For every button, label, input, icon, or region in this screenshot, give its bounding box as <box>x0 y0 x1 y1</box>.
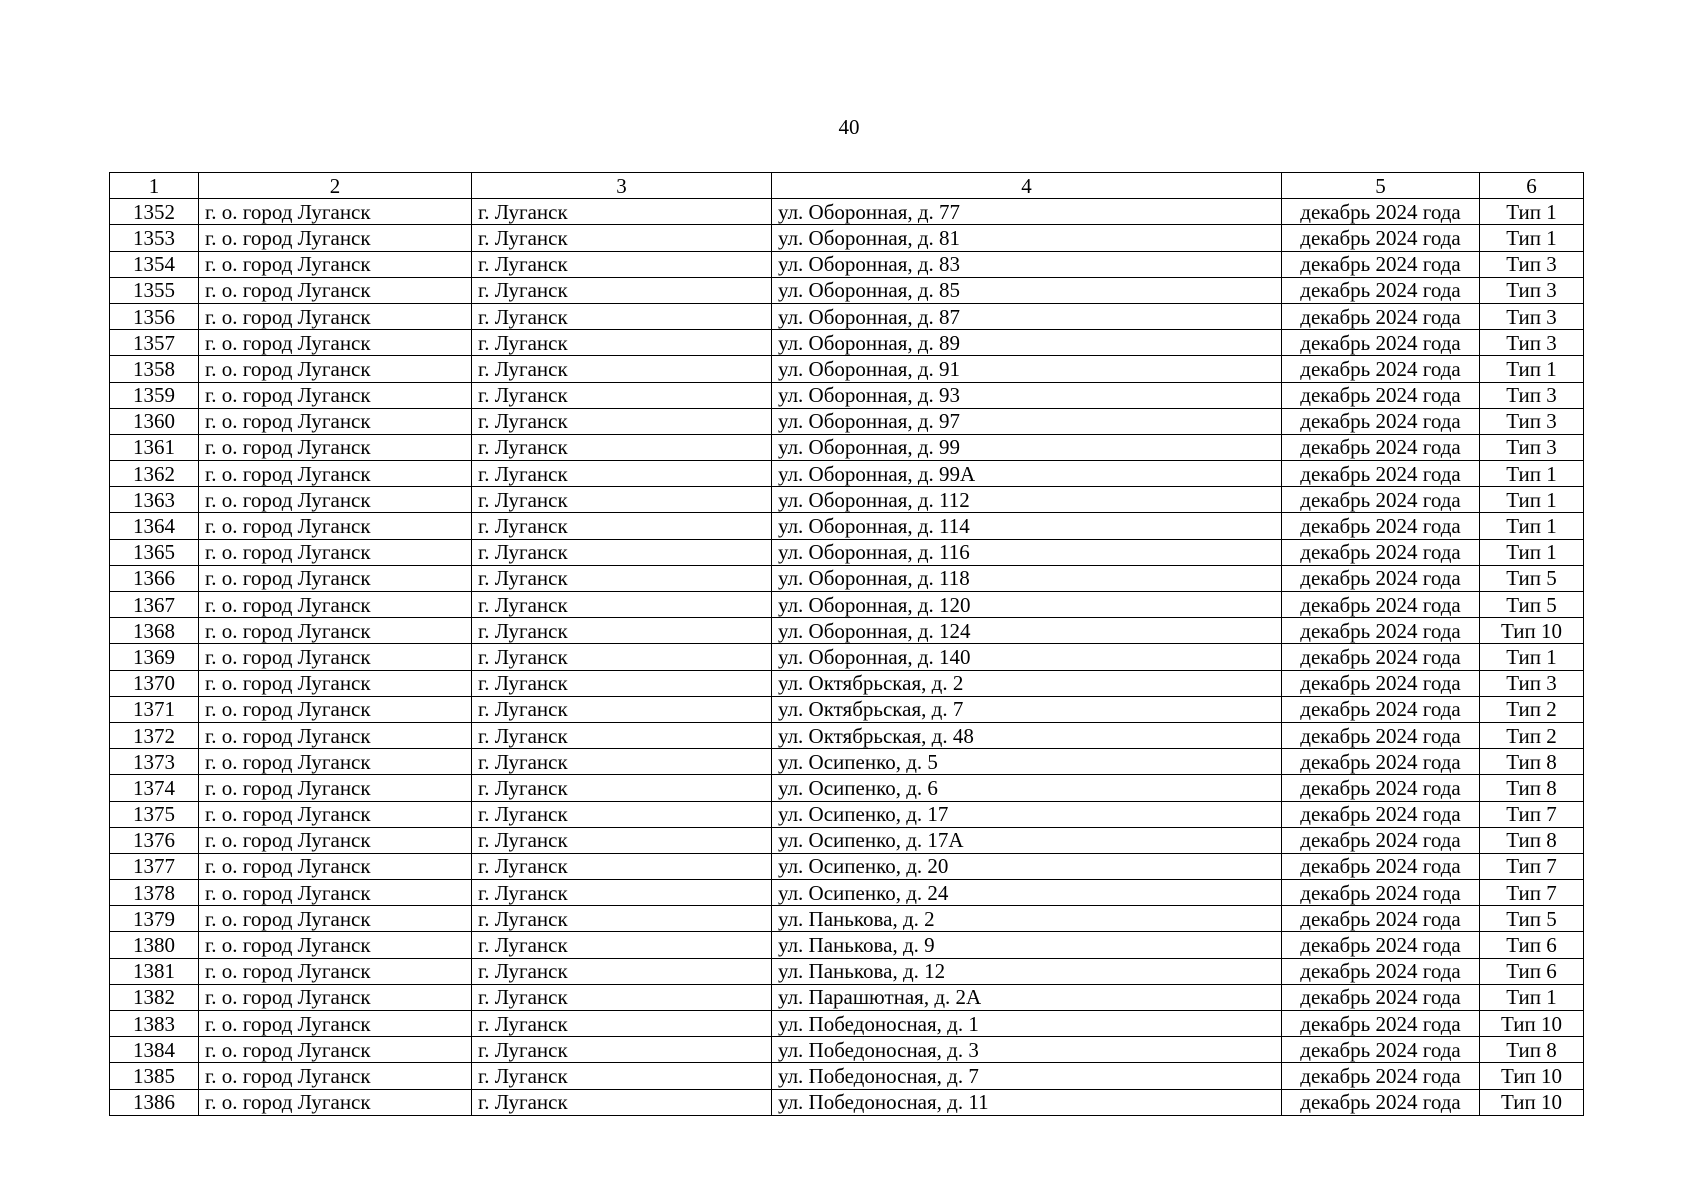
row-number-cell: 1361 <box>110 434 199 460</box>
type-cell: Тип 8 <box>1480 775 1584 801</box>
address-cell: ул. Оборонная, д. 81 <box>772 225 1282 251</box>
settlement-cell: г. Луганск <box>472 565 772 591</box>
municipality-cell: г. о. город Луганск <box>199 749 472 775</box>
address-cell: ул. Панькова, д. 9 <box>772 932 1282 958</box>
table-row <box>110 408 1584 434</box>
column-header-6: 6 <box>1480 173 1584 199</box>
date-cell: декабрь 2024 года <box>1282 801 1480 827</box>
table-row <box>110 801 1584 827</box>
type-cell: Тип 1 <box>1480 984 1584 1010</box>
type-cell: Тип 10 <box>1480 1089 1584 1115</box>
table-row <box>110 592 1584 618</box>
date-cell: декабрь 2024 года <box>1282 199 1480 225</box>
row-number-cell: 1371 <box>110 696 199 722</box>
municipality-cell: г. о. город Луганск <box>199 356 472 382</box>
table-row <box>110 853 1584 879</box>
settlement-cell: г. Луганск <box>472 827 772 853</box>
table-row <box>110 644 1584 670</box>
date-cell: декабрь 2024 года <box>1282 251 1480 277</box>
municipality-cell: г. о. город Луганск <box>199 303 472 329</box>
table-row <box>110 696 1584 722</box>
settlement-cell: г. Луганск <box>472 251 772 277</box>
date-cell: декабрь 2024 года <box>1282 722 1480 748</box>
row-number-cell: 1352 <box>110 199 199 225</box>
address-cell: ул. Оборонная, д. 97 <box>772 408 1282 434</box>
date-cell: декабрь 2024 года <box>1282 880 1480 906</box>
type-cell: Тип 3 <box>1480 251 1584 277</box>
municipality-cell: г. о. город Луганск <box>199 461 472 487</box>
row-number-cell: 1369 <box>110 644 199 670</box>
type-cell: Тип 7 <box>1480 801 1584 827</box>
settlement-cell: г. Луганск <box>472 984 772 1010</box>
municipality-cell: г. о. город Луганск <box>199 382 472 408</box>
settlement-cell: г. Луганск <box>472 1063 772 1089</box>
table-row <box>110 618 1584 644</box>
municipality-cell: г. о. город Луганск <box>199 1063 472 1089</box>
municipality-cell: г. о. город Луганск <box>199 906 472 932</box>
date-cell: декабрь 2024 года <box>1282 225 1480 251</box>
settlement-cell: г. Луганск <box>472 382 772 408</box>
date-cell: декабрь 2024 года <box>1282 592 1480 618</box>
date-cell: декабрь 2024 года <box>1282 277 1480 303</box>
table-row <box>110 827 1584 853</box>
column-header-4: 4 <box>772 173 1282 199</box>
column-header-5: 5 <box>1282 173 1480 199</box>
settlement-cell: г. Луганск <box>472 853 772 879</box>
row-number-cell: 1386 <box>110 1089 199 1115</box>
settlement-cell: г. Луганск <box>472 749 772 775</box>
address-cell: ул. Панькова, д. 12 <box>772 958 1282 984</box>
column-header-3: 3 <box>472 173 772 199</box>
address-cell: ул. Оборонная, д. 118 <box>772 565 1282 591</box>
municipality-cell: г. о. город Луганск <box>199 644 472 670</box>
address-cell: ул. Оборонная, д. 91 <box>772 356 1282 382</box>
address-cell: ул. Оборонная, д. 99А <box>772 461 1282 487</box>
settlement-cell: г. Луганск <box>472 1011 772 1037</box>
municipality-cell: г. о. город Луганск <box>199 984 472 1010</box>
type-cell: Тип 1 <box>1480 356 1584 382</box>
address-cell: ул. Оборонная, д. 116 <box>772 539 1282 565</box>
settlement-cell: г. Луганск <box>472 932 772 958</box>
row-number-cell: 1356 <box>110 303 199 329</box>
table-row <box>110 251 1584 277</box>
address-cell: ул. Оборонная, д. 114 <box>772 513 1282 539</box>
date-cell: декабрь 2024 года <box>1282 356 1480 382</box>
municipality-cell: г. о. город Луганск <box>199 434 472 460</box>
address-cell: ул. Оборонная, д. 85 <box>772 277 1282 303</box>
type-cell: Тип 3 <box>1480 382 1584 408</box>
row-number-cell: 1370 <box>110 670 199 696</box>
municipality-cell: г. о. город Луганск <box>199 565 472 591</box>
municipality-cell: г. о. город Луганск <box>199 330 472 356</box>
address-cell: ул. Парашютная, д. 2А <box>772 984 1282 1010</box>
address-cell: ул. Оборонная, д. 93 <box>772 382 1282 408</box>
address-cell: ул. Оборонная, д. 83 <box>772 251 1282 277</box>
table-row <box>110 1037 1584 1063</box>
settlement-cell: г. Луганск <box>472 722 772 748</box>
type-cell: Тип 3 <box>1480 434 1584 460</box>
table-row <box>110 539 1584 565</box>
settlement-cell: г. Луганск <box>472 696 772 722</box>
table-row <box>110 434 1584 460</box>
date-cell: декабрь 2024 года <box>1282 565 1480 591</box>
date-cell: декабрь 2024 года <box>1282 513 1480 539</box>
date-cell: декабрь 2024 года <box>1282 1037 1480 1063</box>
municipality-cell: г. о. город Луганск <box>199 487 472 513</box>
settlement-cell: г. Луганск <box>472 356 772 382</box>
address-cell: ул. Оборонная, д. 120 <box>772 592 1282 618</box>
type-cell: Тип 5 <box>1480 592 1584 618</box>
table-row <box>110 356 1584 382</box>
date-cell: декабрь 2024 года <box>1282 670 1480 696</box>
type-cell: Тип 10 <box>1480 1063 1584 1089</box>
settlement-cell: г. Луганск <box>472 513 772 539</box>
row-number-cell: 1384 <box>110 1037 199 1063</box>
address-cell: ул. Панькова, д. 2 <box>772 906 1282 932</box>
municipality-cell: г. о. город Луганск <box>199 1089 472 1115</box>
table-row <box>110 1089 1584 1115</box>
type-cell: Тип 7 <box>1480 880 1584 906</box>
type-cell: Тип 6 <box>1480 958 1584 984</box>
date-cell: декабрь 2024 года <box>1282 303 1480 329</box>
address-cell: ул. Осипенко, д. 17 <box>772 801 1282 827</box>
table-row <box>110 958 1584 984</box>
settlement-cell: г. Луганск <box>472 408 772 434</box>
row-number-cell: 1357 <box>110 330 199 356</box>
address-cell: ул. Победоносная, д. 1 <box>772 1011 1282 1037</box>
date-cell: декабрь 2024 года <box>1282 487 1480 513</box>
row-number-cell: 1381 <box>110 958 199 984</box>
table-header <box>110 173 1584 199</box>
date-cell: декабрь 2024 года <box>1282 932 1480 958</box>
date-cell: декабрь 2024 года <box>1282 775 1480 801</box>
table-row <box>110 749 1584 775</box>
municipality-cell: г. о. город Луганск <box>199 1037 472 1063</box>
municipality-cell: г. о. город Луганск <box>199 277 472 303</box>
row-number-cell: 1367 <box>110 592 199 618</box>
row-number-cell: 1364 <box>110 513 199 539</box>
municipality-cell: г. о. город Луганск <box>199 801 472 827</box>
settlement-cell: г. Луганск <box>472 277 772 303</box>
address-cell: ул. Победоносная, д. 11 <box>772 1089 1282 1115</box>
settlement-cell: г. Луганск <box>472 958 772 984</box>
settlement-cell: г. Луганск <box>472 618 772 644</box>
date-cell: декабрь 2024 года <box>1282 1011 1480 1037</box>
municipality-cell: г. о. город Луганск <box>199 880 472 906</box>
address-cell: ул. Оборонная, д. 124 <box>772 618 1282 644</box>
municipality-cell: г. о. город Луганск <box>199 251 472 277</box>
settlement-cell: г. Луганск <box>472 644 772 670</box>
table-row <box>110 1063 1584 1089</box>
type-cell: Тип 3 <box>1480 408 1584 434</box>
address-cell: ул. Октябрьская, д. 2 <box>772 670 1282 696</box>
row-number-cell: 1373 <box>110 749 199 775</box>
row-number-cell: 1359 <box>110 382 199 408</box>
type-cell: Тип 1 <box>1480 199 1584 225</box>
type-cell: Тип 1 <box>1480 539 1584 565</box>
municipality-cell: г. о. город Луганск <box>199 958 472 984</box>
settlement-cell: г. Луганск <box>472 330 772 356</box>
type-cell: Тип 1 <box>1480 225 1584 251</box>
table-row <box>110 984 1584 1010</box>
address-cell: ул. Оборонная, д. 87 <box>772 303 1282 329</box>
municipality-cell: г. о. город Луганск <box>199 696 472 722</box>
municipality-cell: г. о. город Луганск <box>199 225 472 251</box>
settlement-cell: г. Луганск <box>472 461 772 487</box>
type-cell: Тип 2 <box>1480 696 1584 722</box>
table-row <box>110 225 1584 251</box>
row-number-cell: 1363 <box>110 487 199 513</box>
row-number-cell: 1380 <box>110 932 199 958</box>
type-cell: Тип 3 <box>1480 330 1584 356</box>
date-cell: декабрь 2024 года <box>1282 618 1480 644</box>
settlement-cell: г. Луганск <box>472 801 772 827</box>
date-cell: декабрь 2024 года <box>1282 1063 1480 1089</box>
date-cell: декабрь 2024 года <box>1282 644 1480 670</box>
row-number-cell: 1385 <box>110 1063 199 1089</box>
type-cell: Тип 1 <box>1480 513 1584 539</box>
municipality-cell: г. о. город Луганск <box>199 853 472 879</box>
settlement-cell: г. Луганск <box>472 199 772 225</box>
date-cell: декабрь 2024 года <box>1282 696 1480 722</box>
settlement-cell: г. Луганск <box>472 670 772 696</box>
row-number-cell: 1378 <box>110 880 199 906</box>
address-cell: ул. Оборонная, д. 77 <box>772 199 1282 225</box>
municipality-cell: г. о. город Луганск <box>199 513 472 539</box>
type-cell: Тип 1 <box>1480 461 1584 487</box>
type-cell: Тип 3 <box>1480 277 1584 303</box>
row-number-cell: 1379 <box>110 906 199 932</box>
type-cell: Тип 2 <box>1480 722 1584 748</box>
row-number-cell: 1374 <box>110 775 199 801</box>
municipality-cell: г. о. город Луганск <box>199 670 472 696</box>
type-cell: Тип 8 <box>1480 749 1584 775</box>
date-cell: декабрь 2024 года <box>1282 539 1480 565</box>
municipality-cell: г. о. город Луганск <box>199 539 472 565</box>
row-number-cell: 1362 <box>110 461 199 487</box>
table-row <box>110 487 1584 513</box>
type-cell: Тип 1 <box>1480 487 1584 513</box>
table-row <box>110 199 1584 225</box>
type-cell: Тип 3 <box>1480 670 1584 696</box>
municipality-cell: г. о. город Луганск <box>199 592 472 618</box>
date-cell: декабрь 2024 года <box>1282 461 1480 487</box>
settlement-cell: г. Луганск <box>472 592 772 618</box>
address-cell: ул. Осипенко, д. 20 <box>772 853 1282 879</box>
table-row <box>110 670 1584 696</box>
settlement-cell: г. Луганск <box>472 225 772 251</box>
row-number-cell: 1376 <box>110 827 199 853</box>
type-cell: Тип 5 <box>1480 906 1584 932</box>
type-cell: Тип 10 <box>1480 618 1584 644</box>
address-cell: ул. Октябрьская, д. 48 <box>772 722 1282 748</box>
address-cell: ул. Осипенко, д. 5 <box>772 749 1282 775</box>
table-body <box>110 199 1584 1116</box>
municipality-cell: г. о. город Луганск <box>199 827 472 853</box>
housing-registry-table <box>109 172 1584 1116</box>
address-cell: ул. Оборонная, д. 140 <box>772 644 1282 670</box>
row-number-cell: 1372 <box>110 722 199 748</box>
row-number-cell: 1354 <box>110 251 199 277</box>
date-cell: декабрь 2024 года <box>1282 827 1480 853</box>
row-number-cell: 1355 <box>110 277 199 303</box>
settlement-cell: г. Луганск <box>472 487 772 513</box>
municipality-cell: г. о. город Луганск <box>199 199 472 225</box>
column-header-1: 1 <box>110 173 199 199</box>
row-number-cell: 1365 <box>110 539 199 565</box>
table-row <box>110 277 1584 303</box>
date-cell: декабрь 2024 года <box>1282 749 1480 775</box>
date-cell: декабрь 2024 года <box>1282 906 1480 932</box>
row-number-cell: 1382 <box>110 984 199 1010</box>
settlement-cell: г. Луганск <box>472 775 772 801</box>
type-cell: Тип 5 <box>1480 565 1584 591</box>
municipality-cell: г. о. город Луганск <box>199 618 472 644</box>
row-number-cell: 1360 <box>110 408 199 434</box>
row-number-cell: 1368 <box>110 618 199 644</box>
address-cell: ул. Осипенко, д. 17А <box>772 827 1282 853</box>
address-cell: ул. Оборонная, д. 112 <box>772 487 1282 513</box>
row-number-cell: 1358 <box>110 356 199 382</box>
settlement-cell: г. Луганск <box>472 906 772 932</box>
type-cell: Тип 3 <box>1480 303 1584 329</box>
date-cell: декабрь 2024 года <box>1282 853 1480 879</box>
table-row <box>110 382 1584 408</box>
type-cell: Тип 10 <box>1480 1011 1584 1037</box>
table-row <box>110 722 1584 748</box>
row-number-cell: 1353 <box>110 225 199 251</box>
table-row <box>110 880 1584 906</box>
date-cell: декабрь 2024 года <box>1282 408 1480 434</box>
page-number: 40 <box>838 115 860 139</box>
municipality-cell: г. о. город Луганск <box>199 775 472 801</box>
address-cell: ул. Оборонная, д. 99 <box>772 434 1282 460</box>
municipality-cell: г. о. город Луганск <box>199 408 472 434</box>
row-number-cell: 1377 <box>110 853 199 879</box>
type-cell: Тип 8 <box>1480 1037 1584 1063</box>
settlement-cell: г. Луганск <box>472 539 772 565</box>
address-cell: ул. Октябрьская, д. 7 <box>772 696 1282 722</box>
settlement-cell: г. Луганск <box>472 434 772 460</box>
address-cell: ул. Осипенко, д. 6 <box>772 775 1282 801</box>
table-row <box>110 303 1584 329</box>
settlement-cell: г. Луганск <box>472 880 772 906</box>
header-row <box>110 173 1584 199</box>
date-cell: декабрь 2024 года <box>1282 382 1480 408</box>
row-number-cell: 1383 <box>110 1011 199 1037</box>
table-row <box>110 330 1584 356</box>
table-row <box>110 906 1584 932</box>
table-row <box>110 513 1584 539</box>
address-cell: ул. Победоносная, д. 3 <box>772 1037 1282 1063</box>
row-number-cell: 1366 <box>110 565 199 591</box>
date-cell: декабрь 2024 года <box>1282 1089 1480 1115</box>
table-row <box>110 565 1584 591</box>
settlement-cell: г. Луганск <box>472 303 772 329</box>
municipality-cell: г. о. город Луганск <box>199 932 472 958</box>
date-cell: декабрь 2024 года <box>1282 330 1480 356</box>
municipality-cell: г. о. город Луганск <box>199 722 472 748</box>
settlement-cell: г. Луганск <box>472 1037 772 1063</box>
table-row <box>110 461 1584 487</box>
settlement-cell: г. Луганск <box>472 1089 772 1115</box>
date-cell: декабрь 2024 года <box>1282 434 1480 460</box>
date-cell: декабрь 2024 года <box>1282 958 1480 984</box>
address-cell: ул. Оборонная, д. 89 <box>772 330 1282 356</box>
address-cell: ул. Осипенко, д. 24 <box>772 880 1282 906</box>
row-number-cell: 1375 <box>110 801 199 827</box>
type-cell: Тип 7 <box>1480 853 1584 879</box>
table-row <box>110 932 1584 958</box>
address-cell: ул. Победоносная, д. 7 <box>772 1063 1282 1089</box>
municipality-cell: г. о. город Луганск <box>199 1011 472 1037</box>
table-row <box>110 775 1584 801</box>
type-cell: Тип 1 <box>1480 644 1584 670</box>
date-cell: декабрь 2024 года <box>1282 984 1480 1010</box>
column-header-2: 2 <box>199 173 472 199</box>
type-cell: Тип 6 <box>1480 932 1584 958</box>
type-cell: Тип 8 <box>1480 827 1584 853</box>
table-row <box>110 1011 1584 1037</box>
